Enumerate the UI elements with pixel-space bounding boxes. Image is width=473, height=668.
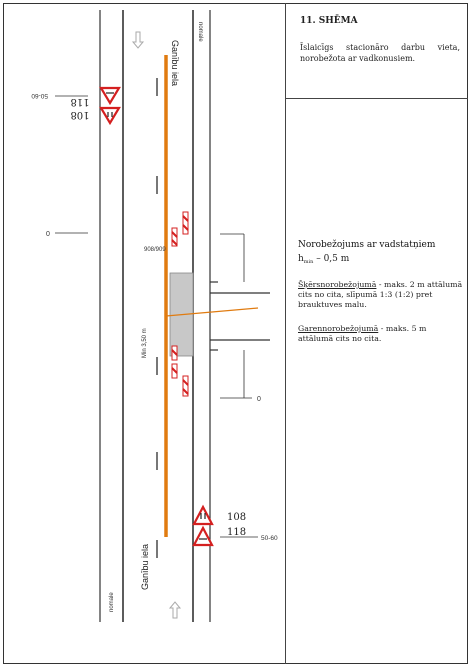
roadworks-sign-icon — [101, 108, 119, 123]
long-fence-label: Garennorobežojumā — [298, 324, 379, 333]
roadworks-sign-icon — [194, 507, 212, 524]
barrier-sign-label: 908/909 — [144, 247, 166, 253]
fence-heading: Norobežojums ar vadstatņiem — [298, 240, 436, 250]
bottom-warning-signs — [194, 507, 212, 545]
slippery-road-sign-icon — [194, 528, 212, 545]
cross-fence-note — [298, 280, 463, 310]
bottom-sign-code-1: 108 — [227, 512, 247, 523]
bottom-sign-code-2: 118 — [227, 527, 247, 538]
cross-fence-label: Šķērsnorobežojumā — [298, 280, 377, 289]
arrow-up-icon — [170, 602, 180, 618]
distance-bottom-right: 50-60 — [261, 535, 278, 542]
min-width-label: Min 3,50 m — [142, 328, 148, 358]
long-fence-note — [298, 324, 463, 344]
height-prefix: h — [298, 254, 304, 264]
height-sub: min — [303, 259, 314, 265]
slippery-road-sign-icon — [101, 88, 119, 103]
height-value: – 0,5 m — [313, 254, 350, 264]
cross-fence-text: - maks. 2 m attālumā cits no cita, slīpumā 1:3 (1:2) pret brauktuves malu. — [298, 280, 463, 309]
top-warning-signs — [101, 88, 119, 123]
distance-top-left: 50-60 — [31, 92, 48, 99]
verge-label-top: nomale — [197, 22, 203, 42]
access-gap — [210, 282, 270, 350]
top-sign-code-2: 108 — [70, 109, 90, 120]
fence-height — [298, 254, 463, 267]
arrow-down-icon — [133, 32, 143, 48]
dimension-lines — [55, 96, 258, 537]
street-name-top: Ganību iela — [170, 40, 180, 87]
street-name-bottom: Ganību iela — [140, 543, 150, 590]
distance-mid-right: 0 — [257, 396, 261, 403]
scheme-title: 11. SHĒMA — [300, 16, 358, 26]
long-fence-text: - maks. 5 m attālumā cits no cita. — [298, 324, 427, 343]
top-sign-code-1: 118 — [70, 96, 90, 107]
distance-mid-left: 0 — [46, 231, 50, 238]
scheme-subtitle: Īslaicīgs stacionāro darbu vieta, norobežota ar vadkonusiem. — [300, 43, 460, 63]
verge-label-bottom: nomale — [109, 592, 115, 612]
